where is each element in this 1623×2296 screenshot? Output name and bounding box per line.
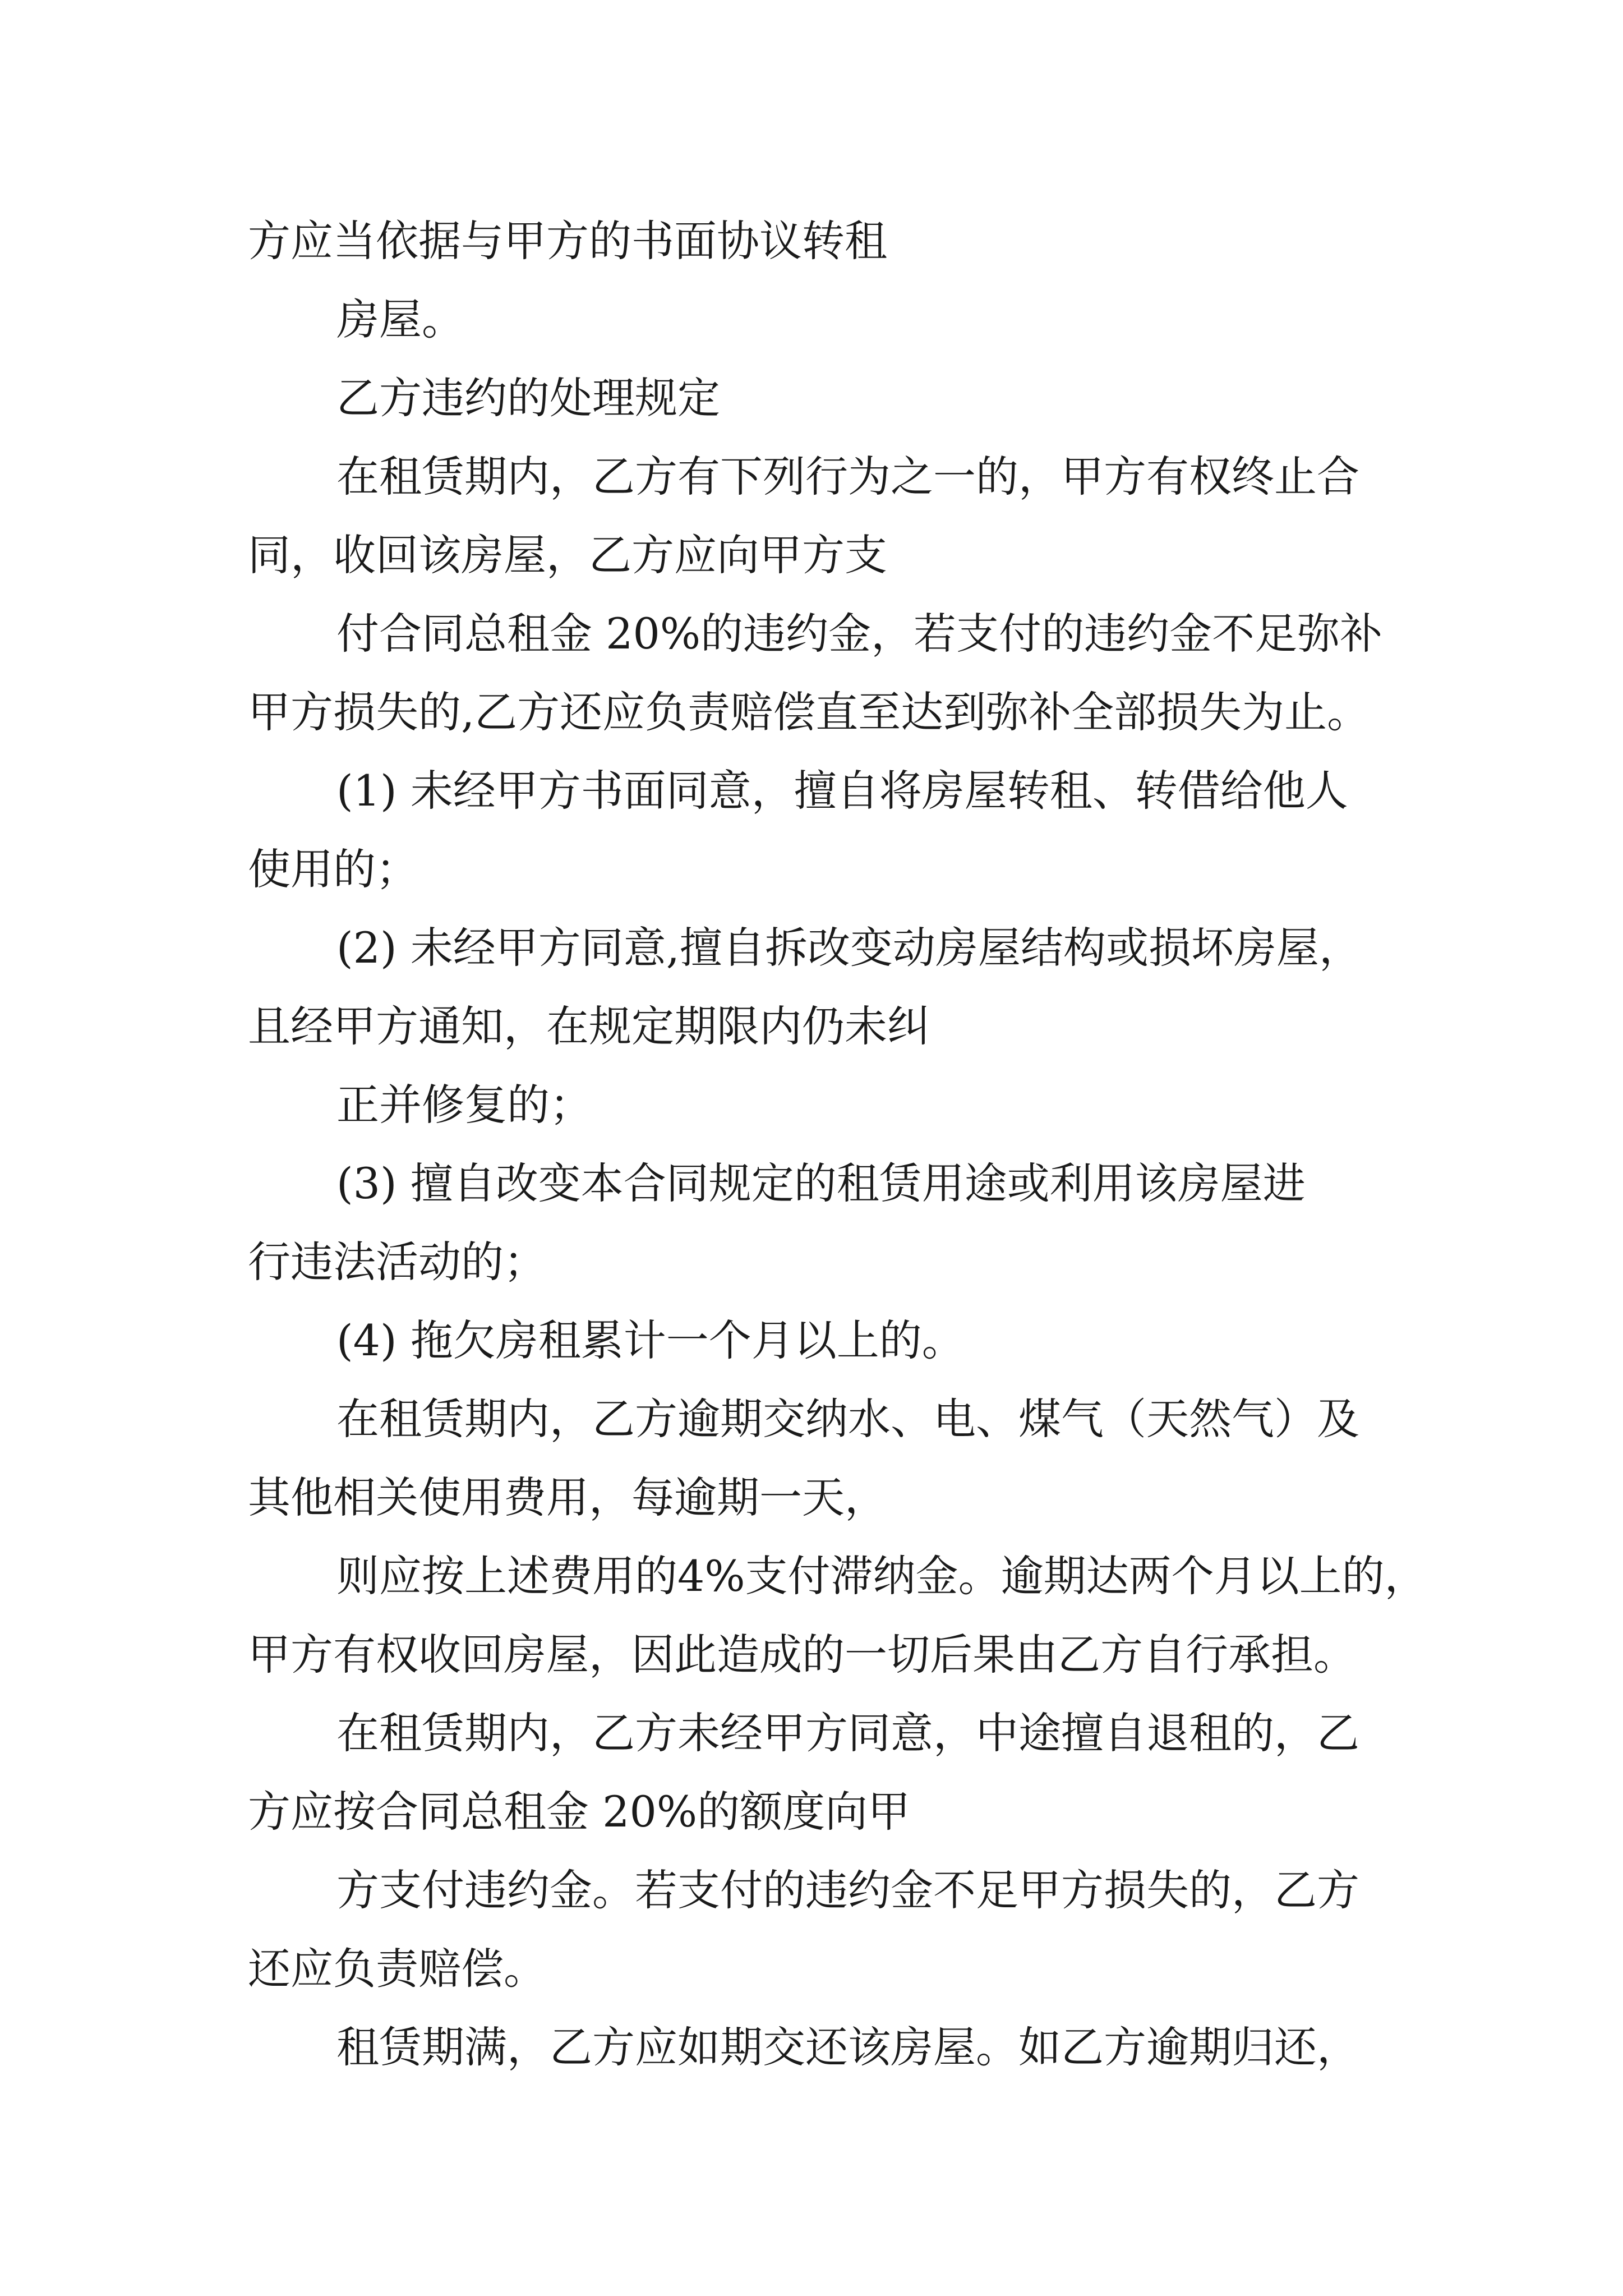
text-line: 在租赁期内，乙方逾期交纳水、电、煤气（天然气）及 [336, 1394, 1359, 1444]
text-line: 则应按上述费用的4%支付滞纳金。逾期达两个月以上的， [336, 1551, 1427, 1601]
text-line: 租赁期满，乙方应如期交还该房屋。如乙方逾期归还， [336, 2022, 1359, 2072]
text-line: 同，收回该房屋，乙方应向甲方支 [248, 530, 887, 580]
text-line: 且经甲方通知，在规定期限内仍未纠 [248, 1001, 930, 1051]
text-line: (3) 擅自改变本合同规定的租赁用途或利用该房屋进 [336, 1158, 1306, 1208]
text-line: 正并修复的； [336, 1080, 592, 1130]
text-line: 甲方损失的,乙方还应负责赔偿直至达到弥补全部损失为止。 [248, 687, 1370, 737]
text-line: 还应负责赔偿。 [248, 1944, 546, 1994]
text-line: 使用的； [248, 844, 418, 894]
text-line: 乙方违约的处理规定 [336, 373, 720, 423]
text-line: (2) 未经甲方同意,擅自拆改变动房屋结构或损坏房屋， [336, 923, 1362, 973]
text-line: 房屋。 [336, 295, 464, 344]
text-line: (1) 未经甲方书面同意，擅自将房屋转租、转借给他人 [336, 766, 1348, 816]
text-line: 方支付违约金。若支付的违约金不足甲方损失的，乙方 [336, 1865, 1359, 1915]
text-line: 方应当依据与甲方的书面协议转租 [248, 216, 887, 266]
text-line: 在租赁期内，乙方未经甲方同意，中途擅自退租的，乙 [336, 1708, 1359, 1758]
text-line: 甲方有权收回房屋，因此造成的一切后果由乙方自行承担。 [248, 1630, 1356, 1680]
text-line: 付合同总租金 20%的违约金，若支付的违约金不足弥补 [336, 609, 1383, 659]
text-line: (4) 拖欠房租累计一个月以上的。 [336, 1315, 965, 1365]
text-line: 行违法活动的； [248, 1237, 546, 1287]
text-line: 在租赁期内，乙方有下列行为之一的，甲方有权终止合 [336, 452, 1359, 501]
text-line: 其他相关使用费用，每逾期一天， [248, 1473, 887, 1522]
text-line: 方应按合同总租金 20%的额度向甲 [248, 1787, 911, 1837]
